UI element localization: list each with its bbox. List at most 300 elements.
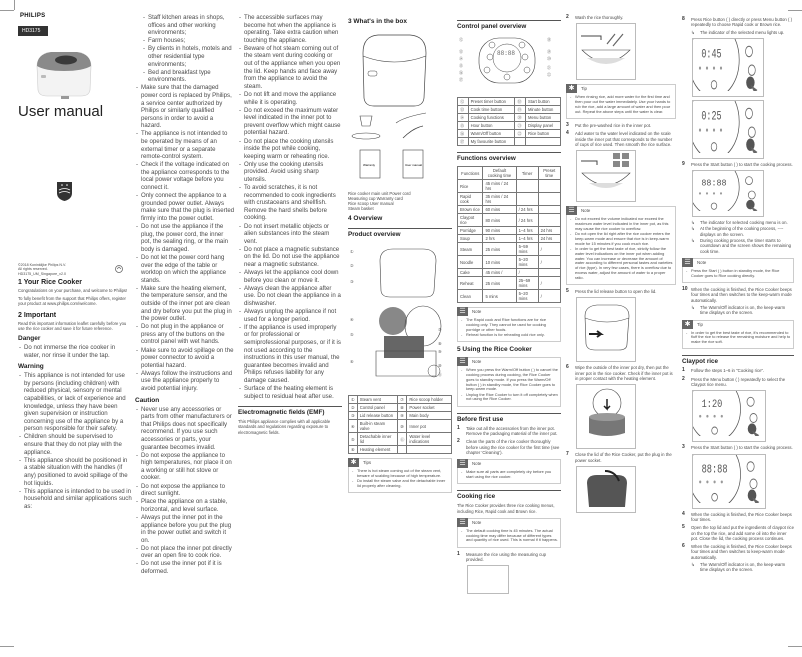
- note-header: [566, 84, 673, 93]
- step-text: Wipe the outside of the inner pot dry, then put the inner pot in the rice cooker. Check if the inner pot is in proper contact with the heating element.: [575, 365, 673, 381]
- bullet-item: - Do not exceed the maximum water level indicated in the inner pot to prevent overflow which might cause potential hazard.: [238, 107, 342, 137]
- rice-cooker-photo: [33, 48, 95, 100]
- step-text: Wash the rice thoroughly.: [575, 15, 624, 20]
- note-header: [457, 357, 558, 366]
- svg-text:⑦: ⑦: [438, 327, 442, 332]
- table-row: [458, 277, 561, 290]
- parts-table: [457, 97, 561, 146]
- model-badge: HD3175: [18, 26, 48, 36]
- note-item: - Unplug the Rice Cooker to turn it off completely when not using the Rice Cooker.: [460, 393, 558, 403]
- close-lid-illustration: [576, 466, 636, 513]
- note-icon: ☰: [566, 206, 577, 215]
- tips-box: [348, 458, 452, 493]
- column-header: Preset time: [538, 167, 560, 180]
- table-cell: ⑩: [398, 420, 407, 433]
- sub-bullet-item: - By clients in hotels, motels and other residential type environments;: [135, 45, 235, 68]
- svg-text:⑪: ⑪: [438, 372, 442, 377]
- step-number: 5: [682, 524, 685, 531]
- table-row: [349, 433, 452, 446]
- table-row: [458, 290, 561, 303]
- crop-mark: [0, 646, 14, 647]
- subsection-heading: Product overview: [348, 228, 452, 238]
- table-cell: 5–59 mins: [516, 243, 538, 256]
- step-item: [682, 368, 794, 373]
- table-cell: [516, 193, 538, 206]
- bullet-item: - Only use the cooking utensils provided. Avoid using sharp utensils.: [238, 161, 342, 184]
- note-item: - Do not exceed the volume indicated nor exceed the maximum water level indicated in the inner pot, as this may cause the rice cooker to overflow.: [569, 217, 673, 231]
- table-cell: ⑫: [458, 98, 469, 106]
- table-row: [458, 122, 561, 130]
- table-cell: Rapid cook: [458, 193, 483, 206]
- column-header: Timer: [516, 167, 538, 180]
- bullet-item: - Surface of the heating element is subject to residual heat after use.: [238, 385, 342, 400]
- bullet-item: - Always let the appliance cool down before you clean or move it.: [238, 269, 342, 284]
- step-text: Press the Start button ( ) to start the cooking process.: [691, 445, 793, 451]
- note-header: [566, 206, 673, 215]
- note-label: Note: [472, 309, 482, 314]
- subsection-heading: Control panel overview: [457, 20, 561, 30]
- step-item: [457, 552, 561, 563]
- step-text: Close the lid of the Rice Cooker, put the plug in the power socket.: [575, 452, 672, 463]
- step-text: Clean the parts of the rice cooker thoroughly before using the rice cooker for the first time (see chapter 'Cleaning').: [466, 439, 560, 455]
- step-text: Press the lid release button to open the lid.: [575, 289, 657, 295]
- note-label: Note: [472, 359, 482, 365]
- svg-text:⑭: ⑭: [459, 56, 463, 61]
- step-item: [682, 445, 794, 450]
- copyright-line: HD3175_UM_Singapore_v2.0: [18, 271, 66, 276]
- result-item: [682, 226, 794, 237]
- table-row: [458, 180, 561, 193]
- result-arrow-icon: ↳: [691, 562, 695, 567]
- note-item: - When you press the Warm/Off button ( ) to cancel the cooking process during cooking, the Rice Cooker goes to standby mode. If you press the Warm/Off button ( ) in standby mode, the Rice Cooker goes to keep-warm mode.: [460, 368, 558, 392]
- heading: Danger: [18, 335, 41, 343]
- bullet-item: - Always follow the instructions and use the appliance properly to avoid potential injury.: [135, 370, 235, 393]
- note-header: [457, 307, 558, 316]
- crop-mark: [14, 0, 15, 10]
- table-cell: 35 mins / 24 hrs: [483, 193, 516, 206]
- bullet-item: - Do not place a magnetic substance on the lid. Do not use the appliance near a magnetic substance.: [238, 246, 342, 269]
- table-cell: 60 mins: [483, 206, 516, 214]
- table-cell: / 24 hrs: [516, 214, 538, 227]
- note-item: - The Rapid cook and Rice functions are for rice cooking only. They cannot be used for cooking porridge or other foods.: [460, 318, 558, 332]
- note-label: Note: [472, 461, 482, 467]
- note-header: [457, 518, 558, 527]
- table-cell: 2 hrs: [483, 235, 516, 243]
- subsection-heading: Before first use: [457, 413, 561, 423]
- table-cell: Reheat: [458, 277, 483, 290]
- table-cell: ⑪: [398, 433, 407, 446]
- control-panel-illustration: [457, 33, 557, 93]
- step-text: Follow the steps 1–6 in "Cooking rice".: [691, 368, 765, 374]
- note-item: - Do not open the lid right after the rice cooker enters the keep-warm mode and ensure that rice is in keep-warm mode for 15 minutes if you cook much rice.: [569, 232, 673, 246]
- display-claypot-illustration: [692, 390, 766, 442]
- document-title: User manual: [18, 103, 104, 120]
- bullet-item: - This appliance is not intended for use by persons (including children) with reduced physical, sensory or mental capabilities, or lack of experience and knowledge, unless they have been given supervision or instruction concerning use of the appliance by a person responsible for their safety.: [18, 372, 132, 433]
- table-cell: ⑥: [349, 446, 358, 454]
- bullet-item: - To avoid scratches, it is not recommended to cook ingredients with crustaceans and shellfish. Remove the hard shells before cooking.: [238, 184, 342, 222]
- table-cell: Preset timer button: [468, 98, 515, 106]
- note-header: [348, 458, 449, 467]
- result-arrow-icon: ↳: [691, 226, 695, 232]
- display-readout: 88:88: [701, 463, 728, 477]
- note-box: [457, 459, 561, 484]
- result-item: [682, 562, 794, 573]
- warranty-card-label: Warranty: [363, 163, 376, 167]
- table-cell: [538, 180, 560, 193]
- step-number: 6: [682, 543, 685, 550]
- bullet-item: - Do not immerse the rice cooker in water, nor rinse it under the tap.: [18, 344, 132, 359]
- bullet-item: - The appliance is not intended to be operated by means of an external timer or a separate remote-control system.: [135, 130, 235, 160]
- step-number: 1: [682, 367, 685, 374]
- display-readout: 1:20: [701, 398, 723, 411]
- table-cell: Clean: [458, 290, 483, 303]
- svg-text:①: ①: [350, 249, 354, 254]
- table-cell: Cake: [458, 269, 483, 277]
- step-text: Press the Menu button ( ) repeatedly to select the Claypot rice menu.: [691, 376, 786, 388]
- table-cell: Rice scoop holder: [407, 396, 452, 404]
- table-cell: / 24 hrs: [516, 206, 538, 214]
- copyright-line: All rights reserved.: [18, 267, 48, 272]
- table-cell: ⑨: [398, 412, 407, 420]
- table-cell: Cooking functions: [468, 114, 515, 122]
- result-item: [682, 220, 794, 225]
- display-rice-illustration: [692, 38, 764, 97]
- note-item: - There is hot steam coming out of the steam vent, beware of scalding because of high temperature.: [351, 469, 449, 479]
- note-box: [457, 357, 561, 407]
- table-cell: 25 mins: [483, 277, 516, 290]
- table-cell: Rice: [458, 180, 483, 193]
- step-item: [566, 365, 676, 381]
- caption-line: Steam basket: [348, 206, 374, 211]
- table-cell: 5 mins: [483, 290, 516, 303]
- step-number: 2: [566, 14, 569, 20]
- column-header: Default cooking time: [483, 167, 516, 180]
- paragraph: Read this important information leaflet carefully before you use the rice cooker and save it for future reference.: [18, 320, 127, 331]
- table-cell: Heating element: [357, 446, 397, 454]
- step-item: [566, 289, 676, 294]
- note-icon: ☰: [457, 307, 468, 316]
- bullet-item: - The accessible surfaces may become hot when the appliance is operating. Take extra caution when touching the appliance.: [238, 14, 342, 44]
- table-cell: My favourite button: [468, 138, 515, 146]
- inner-pot-illustration: [576, 384, 636, 449]
- subsection-heading: Electromagnetic fields (EMF): [238, 406, 342, 416]
- note-item: - Press the Start ( ) button in standby mode, the Rice Cooker goes to Rice cooking directly.: [685, 269, 791, 279]
- table-cell: Rice button: [525, 130, 560, 138]
- note-box: [457, 518, 561, 548]
- column-safety-3: [238, 14, 342, 657]
- box-contents-caption: [348, 191, 452, 211]
- table-row: [458, 114, 561, 122]
- table-row: [458, 130, 561, 138]
- display-readout: 0:45: [701, 48, 722, 63]
- table-cell: Start button: [525, 98, 560, 106]
- note-item: - Make sure all parts are completely dry before you start using the rice cooker.: [460, 470, 558, 480]
- bullet-item: - Do not expose the appliance to direct sunlight.: [135, 483, 235, 498]
- table-row: [349, 412, 452, 420]
- table-cell: Display panel: [525, 122, 560, 130]
- bullet-item: - Do not place the inner pot directly over an open fire to cook rice.: [135, 545, 235, 560]
- table-cell: 24 hrs: [538, 235, 560, 243]
- table-cell: 10 mins: [483, 256, 516, 269]
- caption-line: Rice cooker main unit Power cord: [348, 191, 411, 196]
- result-arrow-icon: ↳: [691, 238, 695, 244]
- table-cell: ⑳: [515, 114, 526, 122]
- bullet-item: - Make sure to avoid spillage on the power connector to avoid a potential hazard.: [135, 347, 235, 370]
- svg-text:⑮: ⑮: [459, 63, 463, 68]
- caption-line: Rice scoop User manual: [348, 201, 394, 206]
- table-cell: Warm/Off button: [468, 130, 515, 138]
- sub-bullet-item: - Staff kitchen areas in shops, offices and other working environments;: [135, 14, 235, 37]
- bullet-item: - Make sure the heating element, the temperature sensor, and the outside of the inner pot are clean and dry before you put the plug in the power outlet.: [135, 285, 235, 323]
- note-icon: ☰: [457, 357, 468, 366]
- display-start-illustration: [692, 170, 764, 217]
- section-heading: 2 Important: [18, 311, 57, 319]
- table-cell: ⑬: [458, 106, 469, 114]
- result-arrow-icon: ↳: [691, 220, 695, 226]
- display-menu-illustration: [692, 100, 764, 159]
- result-text: During cooking process, the timer starts to countdown and the screen shows the remaining cook time.: [700, 238, 792, 254]
- step-item: [566, 131, 676, 147]
- note-box: [457, 307, 561, 342]
- table-cell: 90 mins: [483, 227, 516, 235]
- bullet-item: - Always clean the appliance after use. Do not clean the appliance in a dishwasher.: [238, 285, 342, 308]
- table-cell: 45 mins / 24 hrs: [483, 180, 516, 193]
- svg-text:②: ②: [350, 263, 354, 268]
- table-cell: Porridge: [458, 227, 483, 235]
- table-cell: ⑧: [398, 404, 407, 412]
- note-item: - The default cooking time is 45 minutes. The actual cooking time may differ because of different types and quantity of rice used. This is normal if it happens.: [460, 529, 558, 543]
- result-text: The indicator of the selected menu lights up.: [700, 29, 785, 35]
- step-text: Take out all the accessories from the inner pot. Remove the packaging material of the inner pot.: [466, 425, 558, 437]
- svg-text:④: ④: [350, 317, 354, 322]
- step-item: [457, 426, 561, 437]
- table-cell: Steam vent: [357, 396, 397, 404]
- paragraph: To fully benefit from the support that Philips offers, register your product at www.philips.com/welcome.: [18, 296, 126, 307]
- result-item: [682, 305, 794, 316]
- table-row: [349, 420, 452, 433]
- svg-text:㉒: ㉒: [547, 72, 551, 77]
- heading: 3 What's in the box: [348, 18, 407, 25]
- svg-text:③: ③: [350, 279, 354, 284]
- table-cell: [407, 446, 452, 454]
- note-label: Note: [697, 259, 707, 265]
- table-cell: Control panel: [357, 404, 397, 412]
- subsection-heading: Functions overview: [457, 152, 561, 162]
- table-cell: ㉒: [515, 130, 526, 138]
- bullet-item: - This appliance should be positioned in a stable situation with the handles (if any) positioned to avoid spillage of the hot liquids.: [18, 457, 132, 487]
- svg-text:⑤: ⑤: [350, 332, 354, 337]
- user-manual-label: User manual: [405, 163, 423, 167]
- result-item: [682, 238, 794, 254]
- step-number: 2: [682, 375, 685, 382]
- table-cell: [538, 269, 560, 277]
- svg-text:⑰: ⑰: [459, 77, 463, 82]
- table-cell: Brown rice: [458, 206, 483, 214]
- svg-text:⑧: ⑧: [438, 341, 442, 346]
- table-cell: ④: [349, 420, 358, 433]
- table-cell: ⑲: [515, 106, 526, 114]
- bullet-item: - Place the appliance on a stable, horizontal, and level surface.: [135, 498, 235, 513]
- tip-icon: ✱: [682, 320, 693, 329]
- table-cell: [525, 138, 560, 146]
- step-number: 8: [682, 16, 685, 22]
- note-icon: ☰: [457, 459, 468, 468]
- result-text: The indicator for selected cooking menu is on.: [700, 220, 788, 226]
- add-water-illustration: [576, 150, 636, 202]
- table-cell: ⑭: [458, 114, 469, 122]
- step-item: [682, 525, 794, 541]
- table-cell: 45 mins /: [483, 269, 516, 277]
- table-cell: Main body: [407, 412, 452, 420]
- table-cell: Detachable inner lid: [357, 433, 397, 446]
- table-cell: Soup: [458, 235, 483, 243]
- step-item: [457, 439, 561, 455]
- subsection-heading: Cooking rice: [457, 490, 561, 500]
- table-row: [458, 193, 561, 206]
- svg-text:⑯: ⑯: [459, 70, 463, 75]
- step-number: 5: [566, 288, 569, 295]
- note-label: Tips: [363, 460, 372, 465]
- recycle-icon: [114, 264, 124, 274]
- table-cell: /: [538, 243, 560, 256]
- table-cell: Menu button: [525, 114, 560, 122]
- subsection-heading: Claypot rice: [682, 355, 794, 365]
- table-cell: ⑮: [458, 122, 469, 130]
- crop-mark: [0, 10, 14, 11]
- functions-table: [457, 166, 561, 303]
- column-cooking-steps-2: [682, 14, 794, 657]
- heading: Warning: [18, 363, 44, 371]
- step-number: 4: [566, 130, 569, 137]
- table-cell: Noodle: [458, 256, 483, 269]
- step-text: Open the top lid and put the ingredients of claypot rice on the top the rice, and add some oil into the inner pot. Close the lid, the cooking process continues.: [691, 525, 794, 541]
- table-cell: ⑰: [458, 138, 469, 146]
- table-cell: /: [538, 290, 560, 303]
- table-cell: Power socket: [407, 404, 452, 412]
- step-item: [566, 452, 676, 463]
- step-number: 1: [457, 550, 460, 557]
- result-arrow-icon: ↳: [691, 304, 695, 310]
- step-item: [682, 287, 794, 303]
- step-number: 3: [566, 121, 569, 128]
- paragraph: Congratulations on your purchase, and welcome to Philips!: [18, 288, 128, 293]
- step-number: 10: [682, 286, 688, 293]
- table-cell: Cook time button: [468, 106, 515, 114]
- note-label: Tip: [581, 86, 587, 92]
- table-cell: ㉑: [515, 122, 526, 130]
- wash-rice-illustration: [576, 23, 636, 80]
- table-cell: 5–20 mins: [516, 290, 538, 303]
- note-item: - Reheat function is for reheating cold rice only.: [460, 333, 558, 338]
- heading: Caution: [135, 396, 160, 404]
- bullet-item: - Do not plug in the appliance or press any of the buttons on the control panel with wet hands.: [135, 323, 235, 346]
- step-item: [566, 123, 676, 128]
- svg-text:⑱: ⑱: [547, 37, 551, 42]
- step-text: Press Rice button ( ) directly or press Menu button ( ) repeatedly to choose Rapid cook or Brown rice.: [691, 17, 793, 28]
- table-cell: Steam: [458, 243, 483, 256]
- table-row: [458, 235, 561, 243]
- step-item: [682, 162, 794, 167]
- result-text: At the beginning of the cooking process, ---- displays on the screen.: [700, 226, 784, 237]
- table-cell: Built-in steam valve: [357, 420, 397, 433]
- step-text: Add water to the water level indicated on the scale inside the inner pot that corresponds to the number of cups of rice used. Then smooth the rice surface.: [575, 131, 673, 147]
- svg-text:⑩: ⑩: [438, 363, 442, 368]
- table-cell: ③: [349, 412, 358, 420]
- bullet-item: - Do not let the power cord hang over the edge of the table or worktop on which the appliance stands.: [135, 254, 235, 284]
- note-label: Note: [472, 519, 482, 525]
- heading: 5 Using the Rice Cooker: [457, 346, 532, 354]
- lid-release-illustration: [576, 297, 636, 362]
- bullet-item: - Do not lift and move the appliance while it is operating.: [238, 91, 342, 106]
- section-heading: 1 Your Rice Cooker: [18, 279, 82, 286]
- sub-bullet-item: - Bed and breakfast type environments.: [135, 69, 235, 84]
- tip-box: [682, 320, 794, 350]
- table-cell: 1–4 hrs: [516, 227, 538, 235]
- bullet-item: - Do not use the appliance if the plug, the power cord, the inner pot, the sealing ring, or the main body is damaged.: [135, 223, 235, 253]
- philips-logo: PHILIPS: [20, 13, 46, 19]
- table-cell: Inner pot: [407, 420, 452, 433]
- note-label: Tip: [697, 321, 703, 327]
- step-item: [682, 512, 794, 523]
- table-cell: 24 hrs: [538, 227, 560, 235]
- measure-cup-illustration: [467, 565, 509, 594]
- step-number: 7: [566, 451, 569, 458]
- result-item: [682, 30, 794, 35]
- table-cell: Lid release button: [357, 412, 397, 420]
- note-item: - Do install the steam valve and the detachable inner lid properly after cleaning.: [351, 479, 449, 489]
- table-cell: 5–20 mins: [516, 256, 538, 269]
- column-control-panel: [457, 14, 561, 657]
- svg-text:⑥: ⑥: [350, 359, 354, 364]
- table-row: [458, 243, 561, 256]
- heading: 4 Overview: [348, 215, 383, 222]
- copyright-line: ©2018 Koninklijke Philips N.V.: [18, 263, 67, 267]
- table-row: [349, 396, 452, 404]
- table-cell: ⑱: [515, 98, 526, 106]
- table-cell: 25 mins: [483, 243, 516, 256]
- step-item: [566, 15, 676, 20]
- step-number: 6: [566, 364, 569, 371]
- table-row: [349, 404, 452, 412]
- note-item: - In order to get the best taste of rice, it's recommended to fluff the rice to release the remaining moisture and help to make the rice soft.: [685, 331, 791, 345]
- step-item: [682, 17, 794, 28]
- svg-text:⑨: ⑨: [438, 349, 442, 354]
- column-cooking-steps: [566, 12, 676, 657]
- table-cell: ②: [349, 404, 358, 412]
- bullet-item: - Do not insert metallic objects or alien substances into the steam vent.: [238, 223, 342, 246]
- product-overview-illustration: [348, 241, 448, 391]
- display-claypot-start-illustration: [692, 454, 766, 509]
- table-cell: Minute button: [525, 106, 560, 114]
- table-cell: Hour button: [468, 122, 515, 130]
- bullet-item: - This appliance is intended to be used in household and similar applications such as:: [18, 488, 132, 511]
- table-row: [458, 227, 561, 235]
- result-text: The Warm/Off indicator is on, the keep-warm time displays on the screen.: [700, 562, 786, 573]
- table-cell: 1–4 hrs: [516, 235, 538, 243]
- bullet-item: - Always put the inner pot in the appliance before you put the plug in the power outlet and switch it on.: [135, 514, 235, 544]
- step-number: 4: [682, 510, 685, 517]
- column-box-overview: [348, 14, 452, 657]
- bullet-item: - Always unplug the appliance if not used for a longer period.: [238, 308, 342, 323]
- result-text: The Warm/Off indicator is on, the keep-warm time displays on the screen.: [700, 304, 786, 316]
- crop-mark: [788, 10, 802, 11]
- table-cell: [538, 214, 560, 227]
- table-row: [458, 106, 561, 114]
- parts-table: [348, 395, 452, 454]
- table-cell: /: [538, 256, 560, 269]
- table-cell: [538, 206, 560, 214]
- tip-icon: ✱: [566, 84, 577, 93]
